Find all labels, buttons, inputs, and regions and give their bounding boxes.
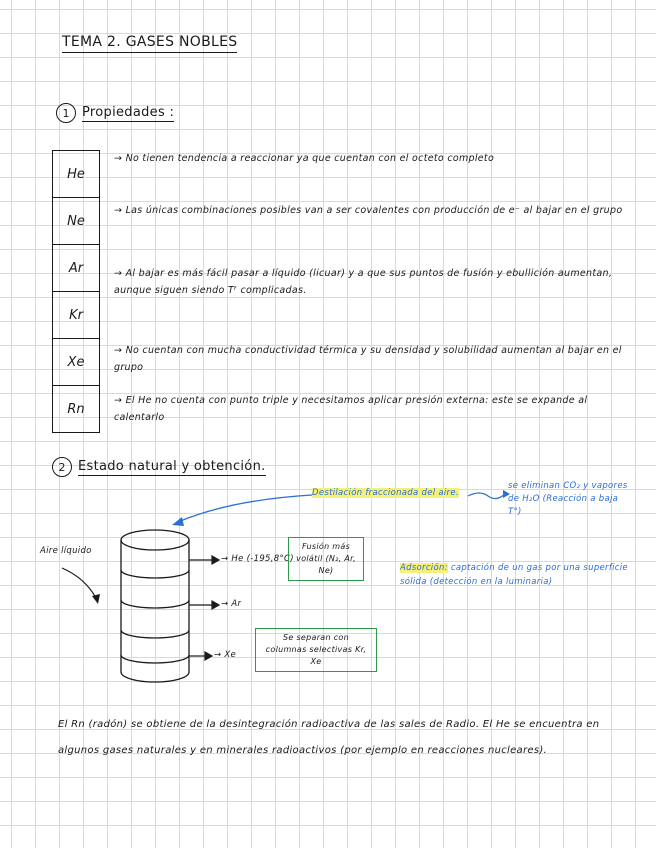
element-cell: Ne [53,198,99,245]
element-cell: Kr [53,292,99,339]
section-number: 1 [56,103,76,123]
he-outlet-label: → He (-195,8°C) [221,554,294,564]
adsorption-text: captación de un gas por una superficie sólida (detección en la luminaria) [400,563,628,587]
element-cell: Xe [53,339,99,386]
section-1-label: Propiedades : [82,104,175,120]
distillation-text: Destilación fraccionada del aire. [312,488,459,498]
property-3: → Al bajar es más fácil pasar a líquido (licuar) y a que sus puntos de fusión y ebullición aumentan, aunque siguen siendo Tᶠ complicadas. [114,268,613,296]
property-4: → No cuentan con mucha conductividad térmica y su densidad y solubilidad aumentan al bajar en el grupo [114,345,622,373]
xe-outlet-label: → Xe [214,650,237,660]
adsorption-head: Adsorción: [400,563,448,573]
removal-note: se eliminan CO₂ y vapores de H₂O (Reacción a baja T°) [508,481,628,517]
ar-outlet-label: → Ar [221,599,242,609]
radon-paragraph: El Rn (radón) se obtiene de la desintegración radioactiva de las sales de Radio. El He se encuentra en algunos gases naturales y en minerales radioactivos (por ejemplo en reacciones nucleares). [58,719,600,756]
property-5: → El He no cuenta con punto triple y necesitamos aplicar presión externa: este se expande al calentarlo [114,395,588,423]
element-cell: He [53,151,99,198]
adsorption-note [400,561,640,589]
section-number: 2 [52,457,72,477]
separation-box: Se separan con columnas selectivas Kr, Xe [255,628,377,672]
element-cell: Rn [67,401,85,417]
element-cell: Ar [53,245,99,292]
property-1: → No tienen tendencia a reaccionar ya que cuentan con el octeto completo [114,153,495,164]
section-2-label: Estado natural y obtención. [78,458,266,474]
page-title: TEMA 2. GASES NOBLES [62,34,237,53]
distillation-column [121,530,189,682]
fusion-box: Fusión más volátil (N₂, Ar, Ne) [288,537,364,581]
property-2: → Las únicas combinaciones posibles van a ser covalentes con producción de e⁻ al bajar en el grupo [114,205,623,216]
distillation-label [312,487,462,500]
air-liquid-label: Aire líquido [40,546,92,556]
